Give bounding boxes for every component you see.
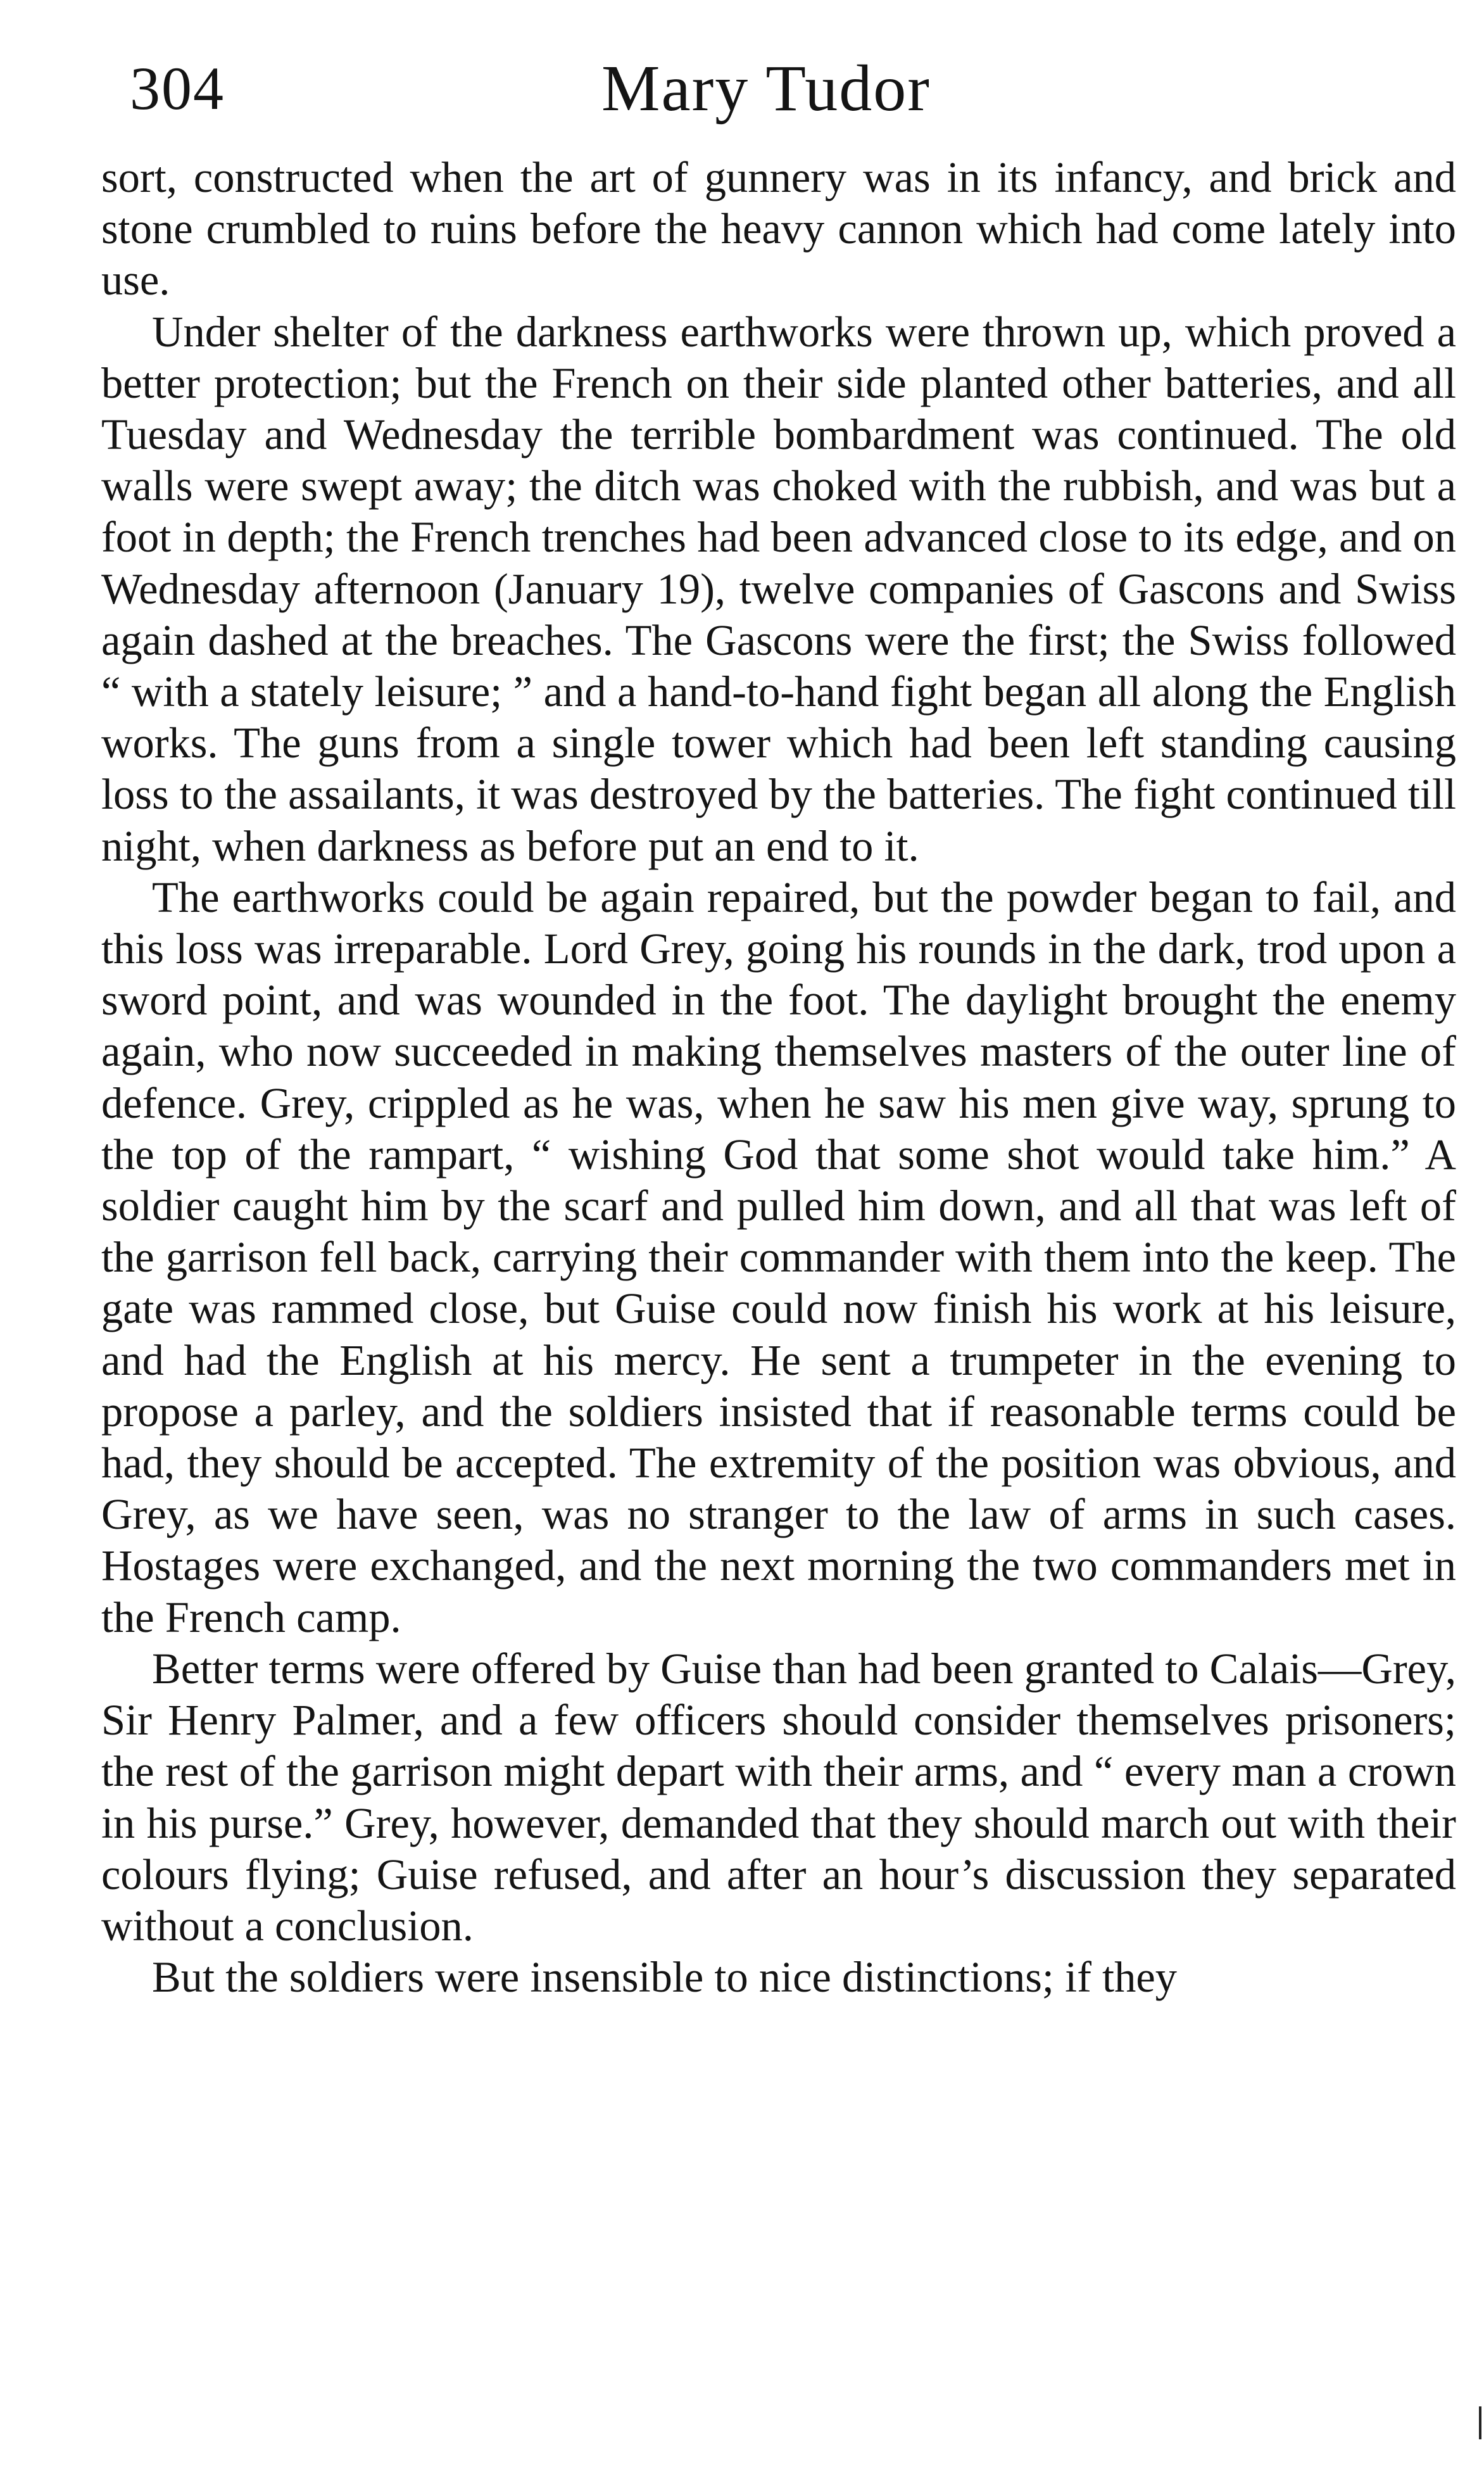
running-title: Mary Tudor (601, 52, 931, 125)
paragraph-earthworks: Under shelter of the darkness earthworks were thrown up, which proved a better protection; but the French on their side planted other batteries, and all Tuesday and Wednesday the terrible bombardment was continued. The old walls were swept away; the ditch was choked with the rubbish, and was but a foot in depth; the French trenches had been advanced close to its edge, and on Wednesday afternoon (January 19), twelve companies of Gascons and Swiss again dashed at the breaches. The Gascons were the first; the Swiss followed “ with a stately leisure; ” and a hand-to-hand fight began all along the English works. The guns from a single tower which had been left standing causing loss to the assailants, it was destroyed by the batteries. The fight continued till night, when darkness as before put an end to it. (101, 307, 1456, 870)
scan-edge-mark (1479, 2406, 1481, 2439)
paragraph-soldiers: But the soldiers were insensible to nice distinctions; if they (152, 1953, 1177, 2002)
page-number: 304 (130, 54, 225, 122)
running-head (0, 44, 1484, 133)
body-text (101, 152, 1456, 2003)
paragraph-powder: The earthworks could be again repaired, but the powder began to fail, and this loss was irreparable. Lord Grey, going his rounds in the dark, trod upon a sword point, and was wounded in the foot. The daylight brought the enemy again, who now succeeded in making themselves masters of the outer line of defence. Grey, crippled as he was, when he saw his men give way, sprung to the top of the rampart, “ wishing God that some shot would take him.” A soldier caught him by the scarf and pulled him down, and all that was left of the garrison fell back, carrying their commander with them into the keep. The gate was rammed close, but Guise could now finish his work at his leisure, and had the English at his mercy. He sent a trumpeter in the evening to propose a parley, and the soldiers insisted that if reasonable terms could be had, they should be accepted. The extremity of the position was obvious, and Grey, as we have seen, was no stranger to the law of arms in such cases. Hostages were exchanged, and the next morning the two commanders met in the French camp. (101, 873, 1456, 1641)
paragraph-continued: sort, constructed when the art of gunnery was in its infancy, and brick and stone crumbled to ruins before the heavy cannon which had come lately into use. (101, 153, 1456, 305)
paragraph-terms: Better terms were offered by Guise than had been granted to Calais—Grey, Sir Henry Palmer, and a few officers should consider themselves prisoners; the rest of the garrison might depart with their arms, and “ every man a crown in his purse.” Grey, however, demanded that they should march out with their colours flying; Guise refused, and after an hour’s discussion they separated without a conclusion. (101, 1644, 1456, 1950)
